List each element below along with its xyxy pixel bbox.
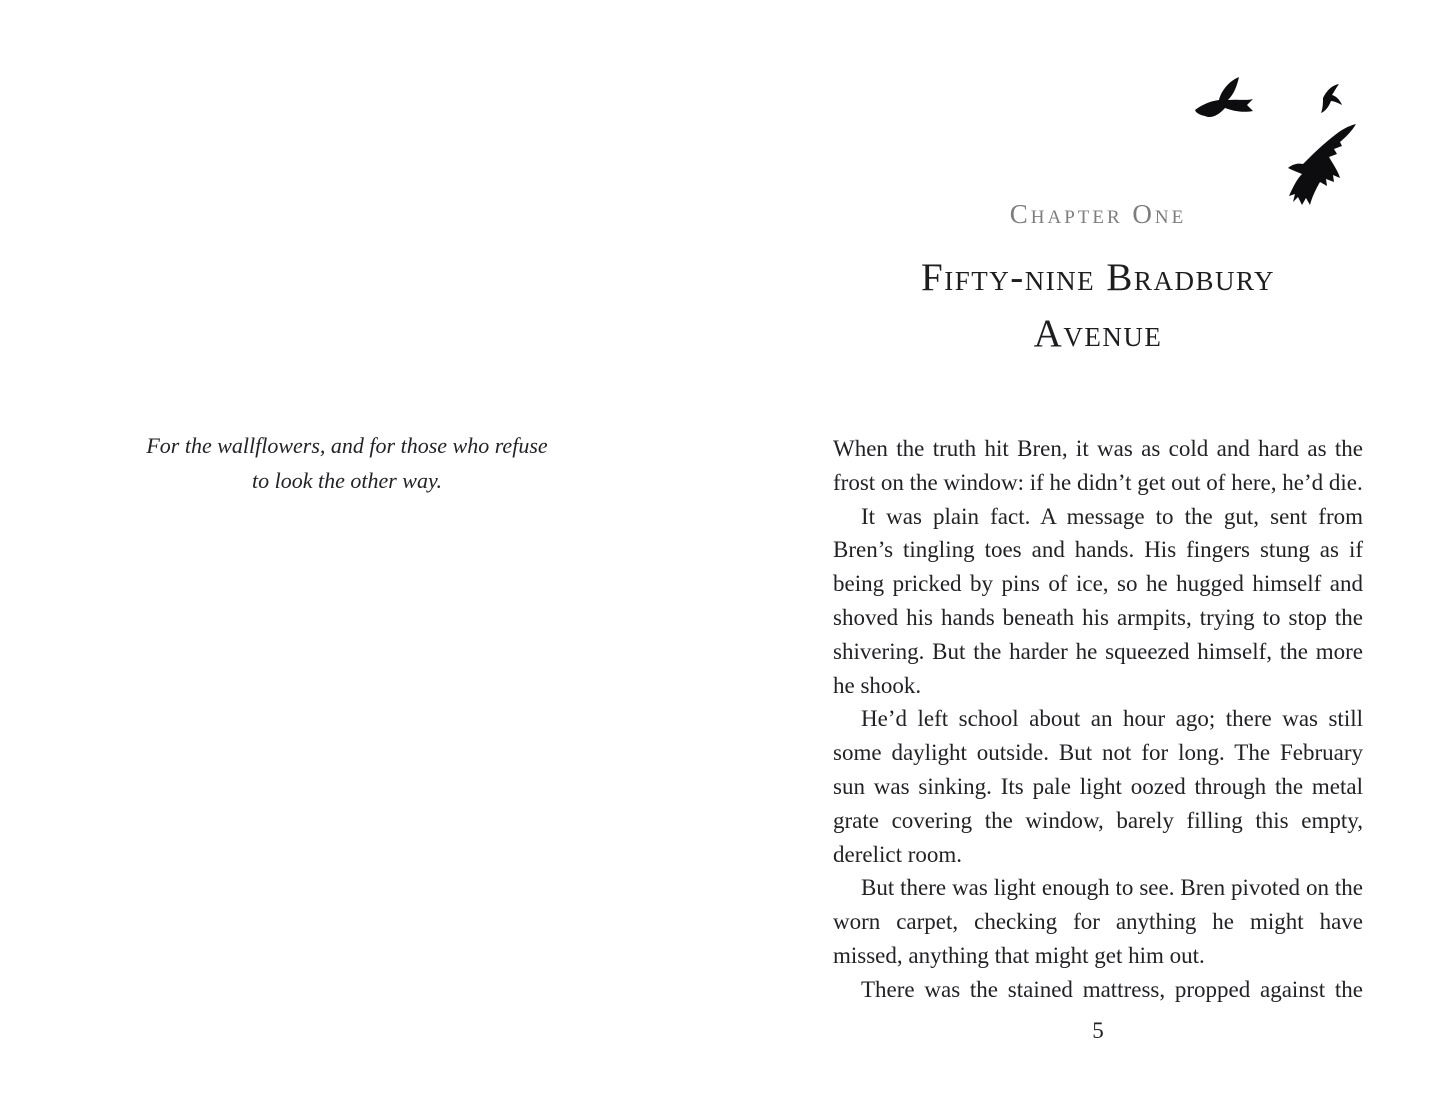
chapter-label: Chapter One [1009,199,1187,229]
body-paragraph: But there was light enough to see. Bren pivoted on the worn carpet, checking for anything he might have missed, anything that might get him out. [833,875,1363,968]
dedication-line-1: For the wallflowers, and for those who refuse [146,433,548,458]
left-page [0,0,722,1101]
flying-birds-illustration [1185,68,1367,216]
chapter-title-line-1: Fifty-nine Bradbury [921,256,1275,299]
bird-large-icon [1288,124,1356,205]
dedication [97,428,597,498]
chapter-title-line-2: Avenue [1033,312,1163,355]
body-paragraph: He’d left school about an hour ago; there was still some daylight outside. But not for long. The February sun was sinking. Its pale light oozed through the metal grate covering the window, barely filling this empty, derelict room. [833,706,1363,867]
chapter-title [803,250,1393,362]
page-number: 5 [1092,1018,1104,1043]
body-paragraph: There was the stained mattress, propped against the [861,976,1363,1002]
body-paragraph: It was plain fact. A message to the gut, sent from Bren’s tingling toes and hands. His fingers stung as if being pricked by pins of ice, so he hugged himself and shoved his hands beneath his armpits, trying to stop the shivering. But the harder he squeezed himself, the more he shook. [833,503,1363,698]
bird-medium-icon [1195,77,1253,117]
chapter-body [833,432,1363,1007]
body-paragraph: When the truth hit Bren, it was as cold and hard as the frost on the window: if he didn’t get out of here, he’d die. [833,436,1363,495]
dedication-line-2: to look the other way. [251,468,443,493]
bird-small-icon [1321,84,1342,113]
